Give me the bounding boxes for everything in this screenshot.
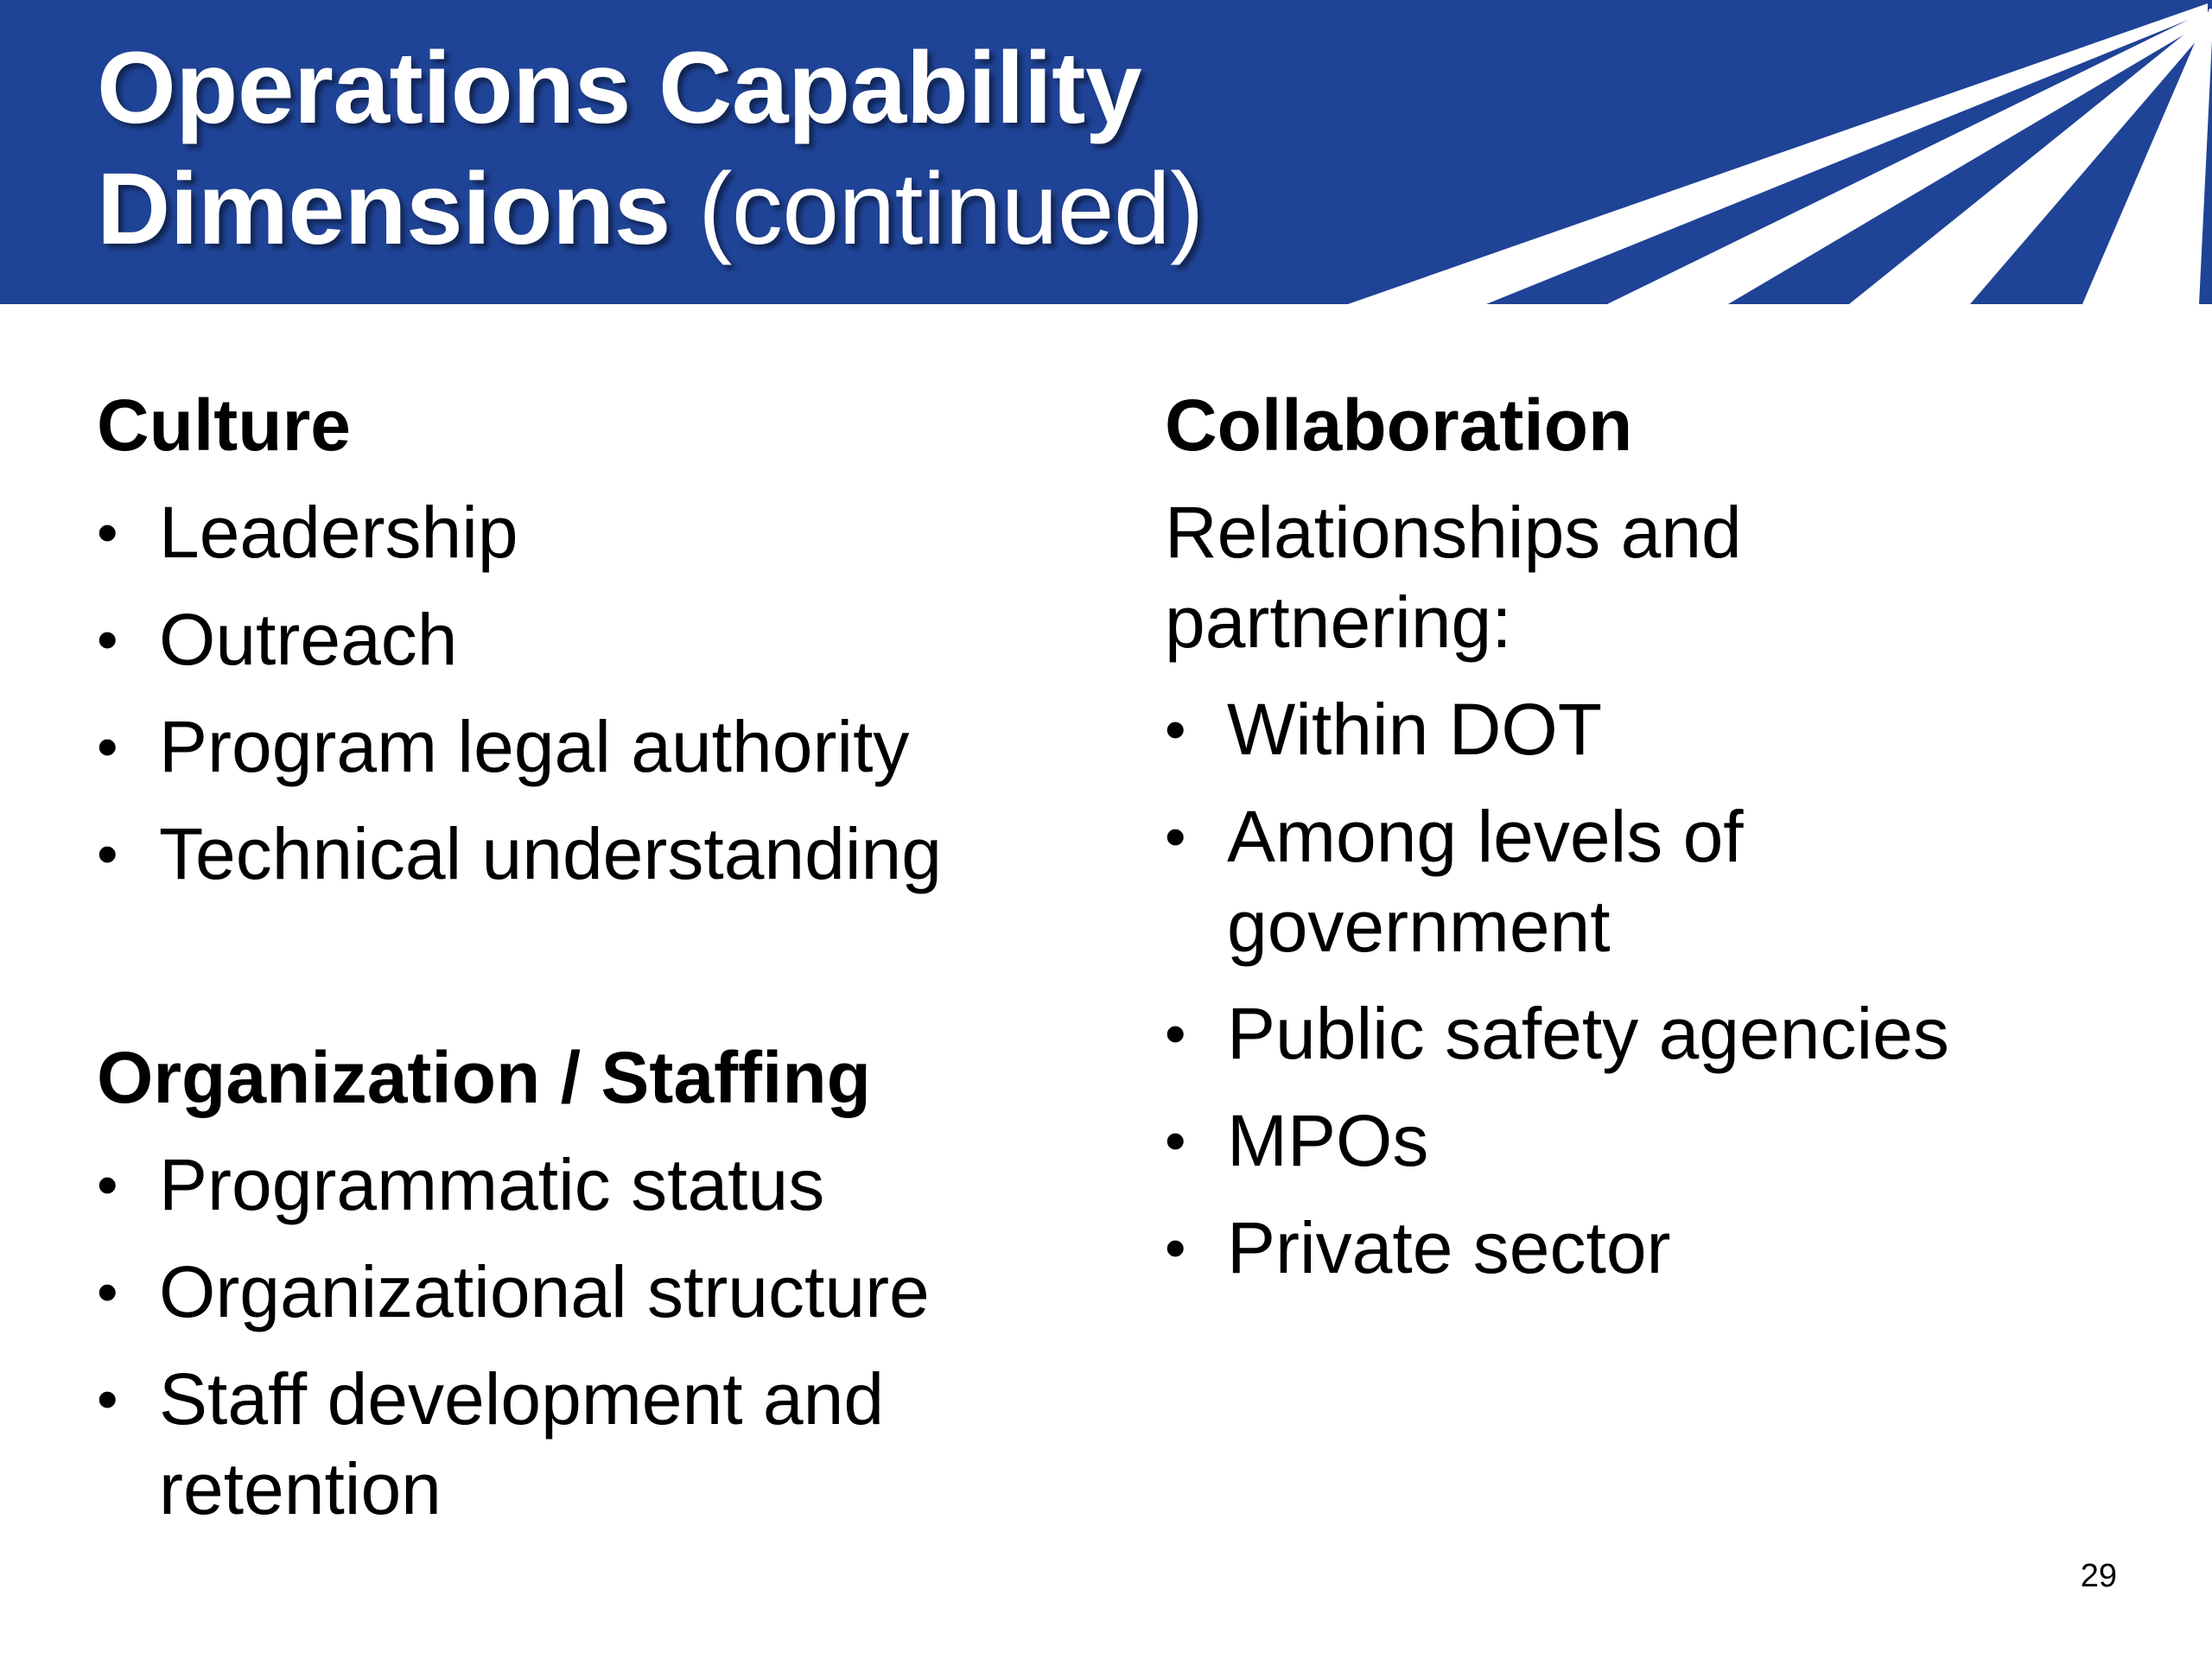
title-line2-light: (continued) xyxy=(698,152,1204,266)
slide-title xyxy=(97,28,1204,270)
bullet-icon: • xyxy=(97,1258,118,1325)
bullet-icon: • xyxy=(97,1151,118,1218)
bullet-icon: • xyxy=(97,606,118,673)
bullet-icon: • xyxy=(1165,696,1186,763)
list-item: • MPOs xyxy=(1165,1096,2158,1185)
list-item: • Programmatic status xyxy=(97,1140,1090,1230)
collaboration-intro: Relationships and partnering: xyxy=(1165,492,1742,663)
list-item: • Technical understanding xyxy=(97,809,1090,899)
left-column xyxy=(97,380,1090,1551)
bullet-icon: • xyxy=(1165,803,1186,870)
bullet-icon: • xyxy=(1165,1214,1186,1281)
bullet-icon: • xyxy=(1165,1107,1186,1174)
organization-heading: Organization / Staffing xyxy=(97,1037,871,1118)
list-item: • Outreach xyxy=(97,594,1090,684)
culture-heading: Culture xyxy=(97,385,351,466)
list-item: • Private sector xyxy=(1165,1203,2158,1293)
list-item: • Organizational structure xyxy=(97,1247,1090,1337)
bullet-icon: • xyxy=(1165,1000,1186,1067)
title-line1: Operations Capability xyxy=(97,31,1142,145)
title-line2-bold: Dimensions xyxy=(97,152,671,266)
list-item: • Within DOT xyxy=(1165,684,2158,774)
bullet-icon: • xyxy=(97,713,118,780)
header-banner xyxy=(0,0,2212,304)
collaboration-heading: Collaboration xyxy=(1165,385,1633,466)
list-item: • Staff development and retention xyxy=(97,1354,988,1534)
list-item: • Among levels of government xyxy=(1165,791,1849,971)
bullet-icon: • xyxy=(97,1365,118,1433)
collaboration-list xyxy=(1165,684,2158,1293)
bullet-icon: • xyxy=(97,499,118,566)
bullet-icon: • xyxy=(97,820,118,887)
list-item: • Leadership xyxy=(97,487,1090,577)
page-number: 29 xyxy=(2080,1558,2117,1594)
list-item: • Program legal authority xyxy=(97,702,1090,791)
list-item: • Public safety agencies xyxy=(1165,988,2158,1078)
right-column xyxy=(1165,380,2158,1310)
organization-list xyxy=(97,1140,1090,1534)
culture-list xyxy=(97,487,1090,899)
